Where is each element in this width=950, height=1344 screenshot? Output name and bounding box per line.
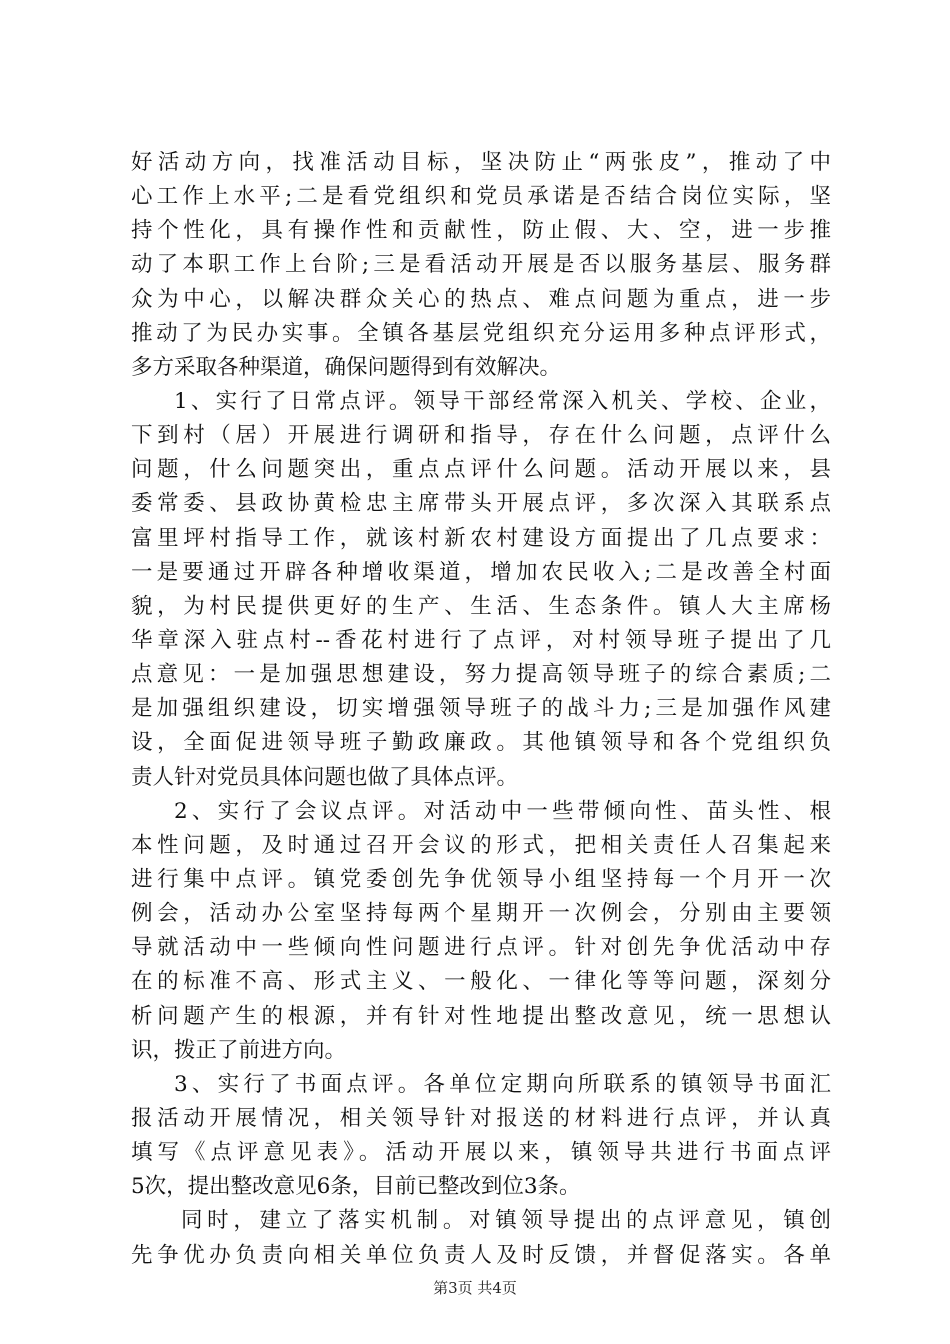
text-line: 推动了为民办实事。全镇各基层党组织充分运用多种点评形式， <box>131 320 831 346</box>
text-line: 好活动方向，找准活动目标，坚决防止“两张皮”，推动了中 <box>131 150 831 175</box>
text-line: 设，全面促进领导班子勤政廉政。其他镇领导和各个党组织负 <box>131 730 831 756</box>
text-line: 责人针对党员具体问题也做了具体点评。 <box>131 764 519 790</box>
text-line: 华章深入驻点村--香花村进行了点评，对村领导班子提出了几 <box>131 627 831 653</box>
text-line: 多方采取各种渠道，确保问题得到有效解决。 <box>131 354 562 380</box>
text-line: 导就活动中一些倾向性问题进行点评。针对创先争优活动中存 <box>131 935 831 961</box>
text-line: 下到村（居）开展进行调研和指导，存在什么问题，点评什么 <box>131 423 831 449</box>
text-line: 本性问题，及时通过召开会议的形式，把相关责任人召集起来 <box>131 832 831 858</box>
body-text <box>131 146 831 1273</box>
text-line: 众为中心，以解决群众关心的热点、难点问题为重点，进一步 <box>131 286 831 312</box>
text-line: 3、实行了书面点评。各单位定期向所联系的镇领导书面汇 <box>174 1071 831 1097</box>
text-line: 同时，建立了落实机制。对镇领导提出的点评意见，镇创 <box>181 1208 831 1234</box>
text-line: 委常委、县政协黄检忠主席带头开展点评，多次深入其联系点 <box>131 491 831 517</box>
text-line: 一是要通过开辟各种增收渠道，增加农民收入;二是改善全村面 <box>131 559 831 585</box>
text-line: 富里坪村指导工作，就该村新农村建设方面提出了几点要求： <box>131 525 831 551</box>
text-line: 心工作上水平;二是看党组织和党员承诺是否结合岗位实际，坚 <box>131 184 831 210</box>
text-line: 先争优办负责向相关单位负责人及时反馈，并督促落实。各单 <box>131 1242 831 1268</box>
text-line: 5次，提出整改意见6条，目前已整改到位3条。 <box>131 1174 581 1200</box>
text-line: 填写《点评意见表》。活动开展以来，镇领导共进行书面点评 <box>131 1140 831 1166</box>
text-line: 持个性化，具有操作性和贡献性，防止假、大、空，进一步推 <box>131 218 831 244</box>
text-line: 析问题产生的根源，并有针对性地提出整改意见，统一思想认 <box>131 1003 831 1029</box>
text-line: 2、实行了会议点评。对活动中一些带倾向性、苗头性、根 <box>174 798 831 824</box>
text-line: 1、实行了日常点评。领导干部经常深入机关、学校、企业， <box>174 388 831 414</box>
text-line: 是加强组织建设，切实增强领导班子的战斗力;三是加强作风建 <box>131 696 831 722</box>
text-line: 动了本职工作上台阶;三是看活动开展是否以服务基层、服务群 <box>131 252 831 278</box>
text-line: 例会，活动办公室坚持每两个星期开一次例会，分别由主要领 <box>131 901 831 927</box>
text-line: 点意见：一是加强思想建设，努力提高领导班子的综合素质;二 <box>131 662 831 688</box>
text-line: 报活动开展情况，相关领导针对报送的材料进行点评，并认真 <box>131 1105 831 1131</box>
text-line: 识，拨正了前进方向。 <box>131 1037 347 1063</box>
text-line: 貌，为村民提供更好的生产、生活、生态条件。镇人大主席杨 <box>131 593 831 619</box>
text-line: 进行集中点评。镇党委创先争优领导小组坚持每一个月开一次 <box>131 866 831 892</box>
text-line: 问题，什么问题突出，重点点评什么问题。活动开展以来，县 <box>131 457 831 483</box>
text-line: 在的标准不高、形式主义、一般化、一律化等等问题，深刻分 <box>131 969 831 995</box>
page-footer: 第3页 共4页 <box>433 1279 517 1297</box>
